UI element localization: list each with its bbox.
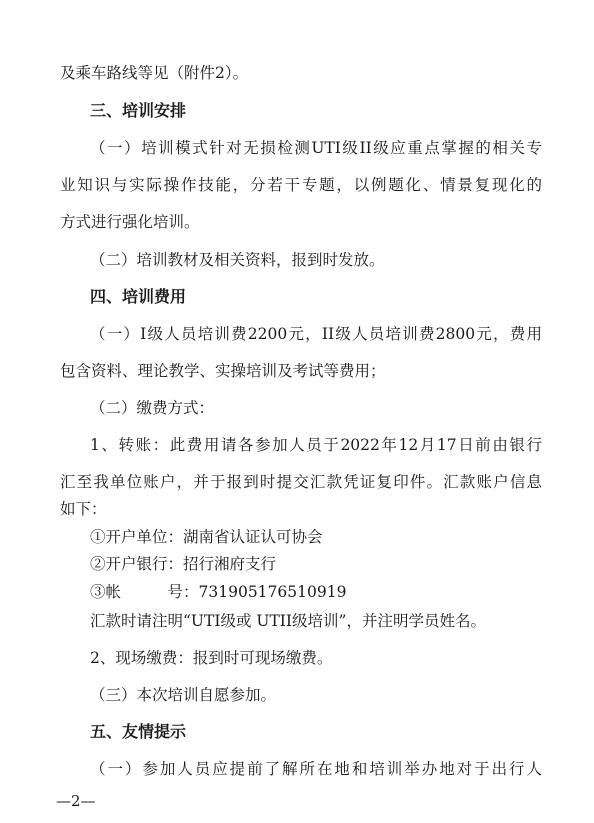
account-bank-row bbox=[90, 554, 572, 574]
text-line: （三）本次培训自愿参加。 bbox=[90, 686, 277, 704]
account-number-row bbox=[90, 582, 572, 602]
account-number-label: ③帐 号： bbox=[90, 583, 199, 601]
text-line: （一）参加人员应提前了解所在地和培训举办地对于出行人 bbox=[90, 760, 542, 778]
account-unit-value: 湖南省认证认可协会 bbox=[183, 528, 323, 546]
text-line: 业知识与实际操作技能，分若干专题，以例题化、情景复现化的 bbox=[60, 176, 542, 194]
section-heading: 五、友情提示 bbox=[90, 722, 187, 741]
text-line: 汇款时请注明“UTI级或 UTII级培训”，并注明学员姓名。 bbox=[90, 612, 486, 630]
account-bank-label: ②开户银行： bbox=[90, 555, 184, 573]
text-line: 方式进行强化培训。 bbox=[60, 213, 200, 231]
text-line: 2、现场缴费：报到时可现场缴费。 bbox=[90, 649, 333, 667]
text-line: （二）培训教材及相关资料，报到时发放。 bbox=[90, 251, 385, 269]
text-line: 1、转账：此费用请各参加人员于2022年12月17日前由银行 bbox=[90, 436, 542, 454]
text-line: （一）培训模式针对无损检测UTI级II级应重点掌握的相关专 bbox=[90, 139, 542, 157]
account-unit-label: ①开户单位： bbox=[90, 528, 184, 546]
text-line: 如下： bbox=[60, 500, 107, 518]
text-line: 及乘车路线等见（附件2）。 bbox=[60, 64, 249, 82]
section-heading: 三、培训安排 bbox=[90, 101, 187, 120]
text-line: 汇至我单位账户，并于报到时提交汇款凭证复印件。汇款账户信息 bbox=[60, 473, 542, 491]
text-line: （二）缴费方式： bbox=[90, 399, 215, 417]
page-number: —2— bbox=[56, 792, 96, 810]
text-line: 包含资料、理论教学、实操培训及考试等费用； bbox=[60, 362, 386, 380]
account-unit-row bbox=[90, 527, 572, 547]
account-number-value: 731905176510919 bbox=[198, 583, 347, 601]
text-line: （一）I级人员培训费2200元，II级人员培训费2800元，费用 bbox=[90, 325, 542, 343]
account-bank-value: 招行湘府支行 bbox=[183, 555, 277, 573]
section-heading: 四、培训费用 bbox=[90, 287, 187, 306]
